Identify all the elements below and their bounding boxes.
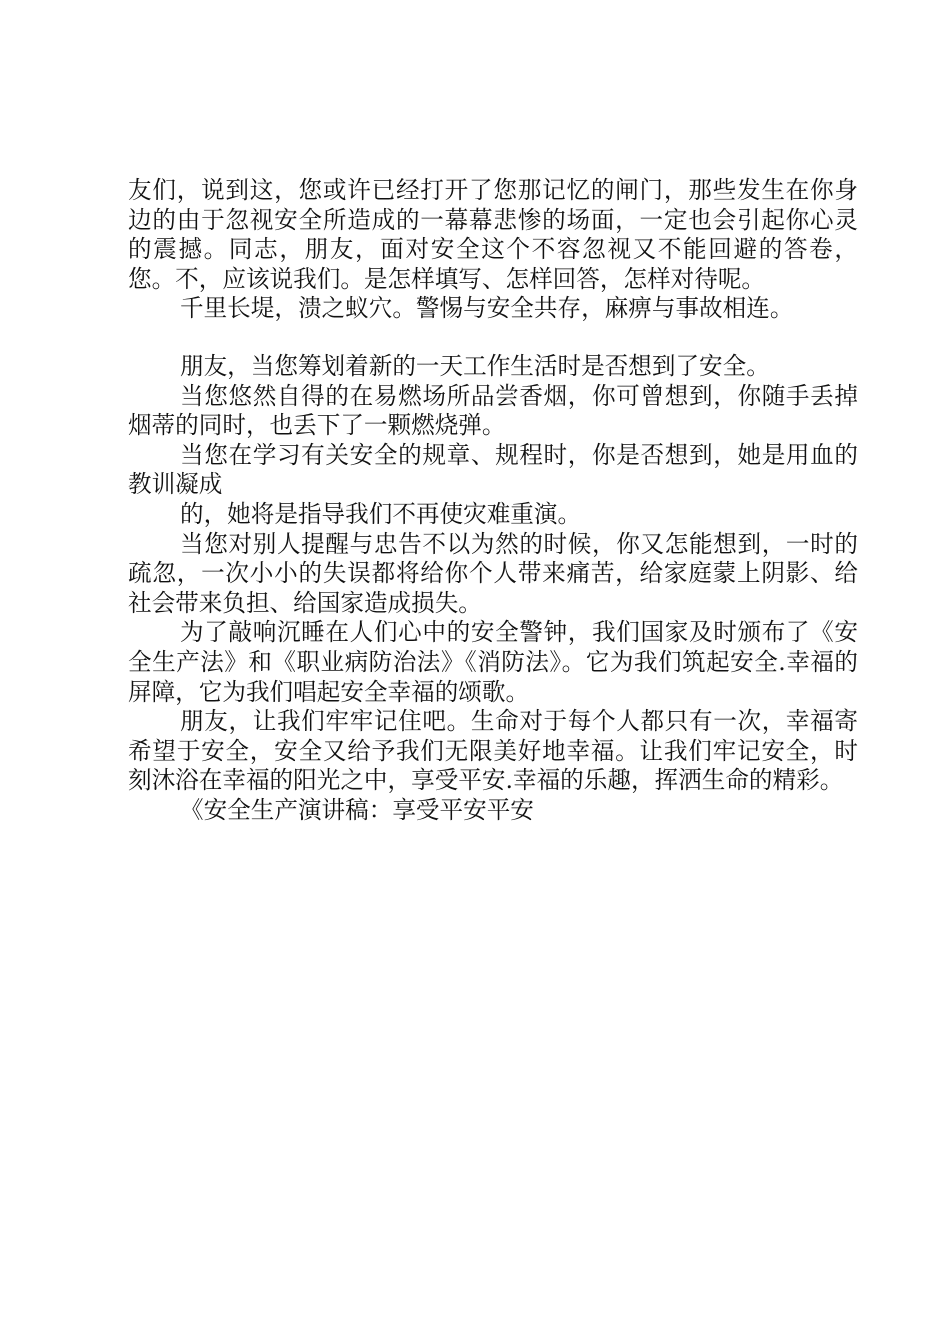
paragraph-3: 朋友，当您筹划着新的一天工作生活时是否想到了安全。 bbox=[180, 351, 770, 380]
paragraph-9: 朋友，让我们牢牢记住吧。生命对于每个人都只有一次，幸福寄希望于安全，安全又给予我们无限美好地幸福。让我们牢记安全，时刻沐浴在幸福的阳光之中，享受平安.幸福的乐趣，挥洒生命的精彩。 bbox=[128, 707, 858, 795]
document-body bbox=[128, 176, 858, 825]
paragraph-10: 《安全生产演讲稿：享受平安平安 bbox=[180, 795, 534, 824]
paragraph-1: 友们，说到这，您或许已经打开了您那记忆的闸门，那些发生在你身边的由于忽视安全所造成的一幕幕悲惨的场面，一定也会引起你心灵的震撼。同志，朋友，面对安全这个不容忽视又不能回避的答卷，您。不，应该说我们。是怎样填写、怎样回答，怎样对待呢。 bbox=[128, 176, 858, 293]
paragraph-2: 千里长堤，溃之蚁穴。警惕与安全共存，麻痹与事故相连。 bbox=[180, 294, 794, 323]
paragraph-5: 当您在学习有关安全的规章、规程时，你是否想到，她是用血的教训凝成 bbox=[128, 440, 858, 499]
paragraph-6: 的，她将是指导我们不再使灾难重演。 bbox=[180, 499, 582, 528]
paragraph-4: 当您悠然自得的在易燃场所品尝香烟，你可曾想到，你随手丢掉烟蒂的同时，也丢下了一颗燃烧弹。 bbox=[128, 381, 858, 440]
paragraph-7: 当您对别人提醒与忠告不以为然的时候，你又怎能想到，一时的疏忽，一次小小的失误都将给你个人带来痛苦，给家庭蒙上阴影、给社会带来负担、给国家造成损失。 bbox=[128, 529, 858, 617]
paragraph-8: 为了敲响沉睡在人们心中的安全警钟，我们国家及时颁布了《安全生产法》和《职业病防治法》《消防法》。它为我们筑起安全.幸福的屏障，它为我们唱起安全幸福的颂歌。 bbox=[128, 618, 858, 706]
